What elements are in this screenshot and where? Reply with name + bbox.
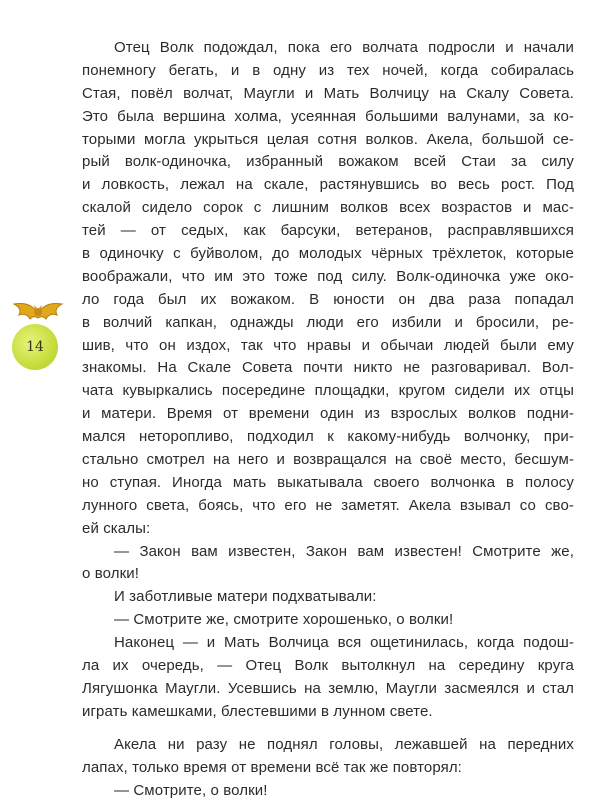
text-line: в одиночку с буйволом, до молодых чёрных трёхлеток, которые [82, 243, 574, 266]
text-line: Лягушонка Маугли. Усевшись на землю, Маугли засмеялся и стал [82, 678, 574, 701]
text-line: шив, что он издох, так что нравы и обычаи людей были ему [82, 335, 574, 358]
text-line: лапах, только время от времени всё так же повторял: [82, 757, 574, 780]
dialog-akela-repeat: — Смотрите, о волки! [82, 780, 574, 802]
page-number-badge [8, 290, 68, 390]
text-line: ла их очередь, — Отец Волк вытолкнул на середину круга [82, 655, 574, 678]
text-line: торыми могла укрыться целая сотня волков. Акела, большой се- [82, 129, 574, 152]
text-line: Стая, повёл волчат, Маугли и Мать Волчицу на Скалу Совета. [82, 83, 574, 106]
text-line: мался неторопливо, подходил к какому-нибудь волчонку, при- [82, 426, 574, 449]
paragraph-2 [82, 632, 574, 724]
text-line: лунного света, боясь, что его не заметят. Акела взывал со сво- [82, 495, 574, 518]
text-line: играть камешками, блестевшими в лунном свете. [82, 701, 574, 724]
page-text [82, 37, 574, 802]
text-line: и матери. Время от времени один из взрослых волков подни- [82, 403, 574, 426]
text-line: знакомы. На Скале Совета почти никто не разговаривал. Вол- [82, 357, 574, 380]
dialog-akela-call [82, 541, 574, 587]
text-line: понемногу бегать, и в одну из тех ночей, когда собиралась [82, 60, 574, 83]
text-line: и ловкость, лежал на скале, растянувшись во весь рост. Под [82, 174, 574, 197]
paragraph-1 [82, 37, 574, 541]
text-line: о волки! [82, 563, 574, 586]
text-line: Акела ни разу не поднял головы, лежавшей на передних [82, 734, 574, 757]
text-line: Отец Волк подождал, пока его волчата подросли и начали [82, 37, 574, 60]
text-line: Наконец — и Мать Волчица вся ощетинилась, когда подош- [82, 632, 574, 655]
text-line: чата кувыркались посередине площадки, кругом сидели их отцы [82, 380, 574, 403]
text-line: ло года был их вожаком. В юности он два раза попадал [82, 289, 574, 312]
text-line: скалой сидело сорок с лишним волков всех возрастов и мас- [82, 197, 574, 220]
page-number: 14 [12, 324, 58, 370]
text-line: ей скалы: [82, 518, 574, 541]
text-line: тей — от седых, как барсуки, ветеранов, расправлявшихся [82, 220, 574, 243]
text-line: стально смотрел на него и возвращался на своё место, бесшум- [82, 449, 574, 472]
text-line: Это была вершина холма, усеянная большими валунами, за ко- [82, 106, 574, 129]
text-line: но ступая. Иногда мать выкатывала своего волчонка в полосу [82, 472, 574, 495]
paragraph-gap [82, 724, 574, 734]
mothers-intro: И заботливые матери подхватывали: [82, 586, 574, 609]
paragraph-3 [82, 734, 574, 780]
text-line: рый волк-одиночка, избранный вожаком всей Стаи за силу [82, 151, 574, 174]
text-line: — Закон вам известен, Закон вам известен! Смотрите же, [82, 541, 574, 564]
text-line: в волчий капкан, однажды люди его избили и бросили, ре- [82, 312, 574, 335]
text-line: воображали, что им это тоже под силу. Волк-одиночка уже око- [82, 266, 574, 289]
dialog-mothers: — Смотрите же, смотрите хорошенько, о волки! [82, 609, 574, 632]
